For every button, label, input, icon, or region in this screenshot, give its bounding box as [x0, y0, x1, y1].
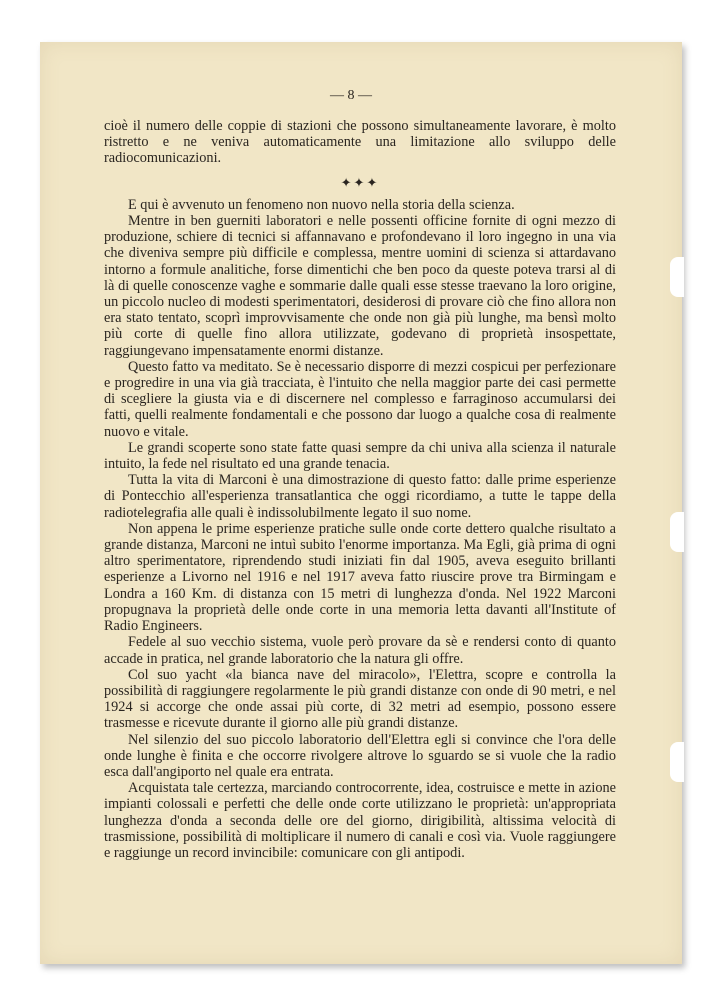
paragraph: Mentre in ben guerniti laboratori e nelle possenti officine fornite di ogni mezzo di produzione, schiere di tecnici si affannavano e profondevano il loro ingegno in una via che diveniva sempre più difficile e complessa, mentre uomini di scienza si attardavano intorno a formule analitiche, forse dimentichi che ben poco da queste poteva trarsi al di là di quelle conoscenze vaghe e sommarie dalle quali esse stesse traevano la loro origine, un piccolo nucleo di modesti sperimentatori, desiderosi di provare ciò che fino allora non era stato tentato, scoprì improvvisamente che onde non già più lunghe, ma bensì molto più corte di quelle fino allora utilizzate, godevano di proprietà insospettate, raggiungevano impensatamente enormi distanze.	[104, 213, 616, 359]
paragraph: Questo fatto va meditato. Se è necessario disporre di mezzi cospicui per perfezionare e progredire in una via già tracciata, è l'intuito che nella maggior parte dei casi permette di scegliere la giusta via e di discernere nel complesso e farraginoso accumularsi dei fatti, quelli realmente fondamentali e che possono dar luogo a qualche cosa di realmente nuovo e vitale.	[104, 358, 616, 440]
page-edge-notch	[670, 512, 684, 552]
page-number: — 8 —	[330, 88, 372, 103]
page-edge-notch	[670, 257, 684, 297]
paragraph: cioè il numero delle coppie di stazioni che possono simultaneamente lavorare, è molto ristretto e ne veniva automaticamente una limitazione allo sviluppo delle radiocomunicazioni.	[104, 118, 616, 167]
paragraph: E qui è avvenuto un fenomeno non nuovo nella storia della scienza.	[128, 196, 515, 213]
paragraph: Fedele al suo vecchio sistema, vuole però provare da sè e rendersi conto di quanto accade in pratica, nel grande laboratorio che la natura gli offre.	[104, 634, 616, 667]
paragraph: Non appena le prime esperienze pratiche sulle onde corte dettero qualche risultato a grande distanza, Marconi ne intuì subito l'enorme importanza. Ma Egli, già prima di ogni altro sperimentatore, riprendendo studi iniziati fin dal 1905, aveva eseguito brillanti esperienze a Livorno nel 1916 e nel 1917 aveva fatto riuscire prove tra Birmingam e Londra a 160 Km. di distanza con 15 metri di lunghezza d'onda. Nel 1922 Marconi propugnava la proprietà delle onde corte in una memoria letta davanti all'Institute of Radio Engineers.	[104, 520, 616, 635]
page-edge-notch	[670, 742, 684, 782]
paragraph: Le grandi scoperte sono state fatte quasi sempre da chi univa alla scienza il naturale intuito, la fede nel risultato ed una grande tenacia.	[104, 439, 616, 473]
section-ornament: ✦✦✦	[340, 174, 380, 190]
paragraph: Tutta la vita di Marconi è una dimostrazione di questo fatto: dalle prime esperienze di Pontecchio all'esperienza transatlantica che oggi ricordiamo, a tutte le tappe della radiotelegrafia alle quali è indissolubilmente legato il suo nome.	[104, 472, 616, 521]
paragraph: Acquistata tale certezza, marciando controcorrente, idea, costruisce e mette in azione impianti colossali e perfetti che delle onde corte utilizzano le proprietà: un'appropriata lunghezza d'onda a seconda delle ore del giorno, dirigibilità, altissima velocità di trasmissione, possibilità di moltiplicare il numero di canali e così via. Vuole raggiungere e raggiunge un record invincibile: comunicare con gli antipodi.	[104, 780, 616, 861]
paragraph: Col suo yacht «la bianca nave del miracolo», l'Elettra, scopre e controlla la possibilità di raggiungere regolarmente le più grandi distanze con onde di 90 metri, e nel 1924 si accorge che onde assai più corte, di 32 metri ad esempio, possono essere trasmesse e ricevute durante il giorno alle più grandi distanze.	[104, 666, 616, 732]
body-text	[104, 118, 616, 861]
paragraph: Nel silenzio del suo piccolo laboratorio dell'Elettra egli si convince che l'ora delle onde lunghe è finita e che occorre rivolgere altrove lo sguardo se si vuole che la radio esca dall'angiporto nel quale era entrata.	[104, 731, 616, 780]
